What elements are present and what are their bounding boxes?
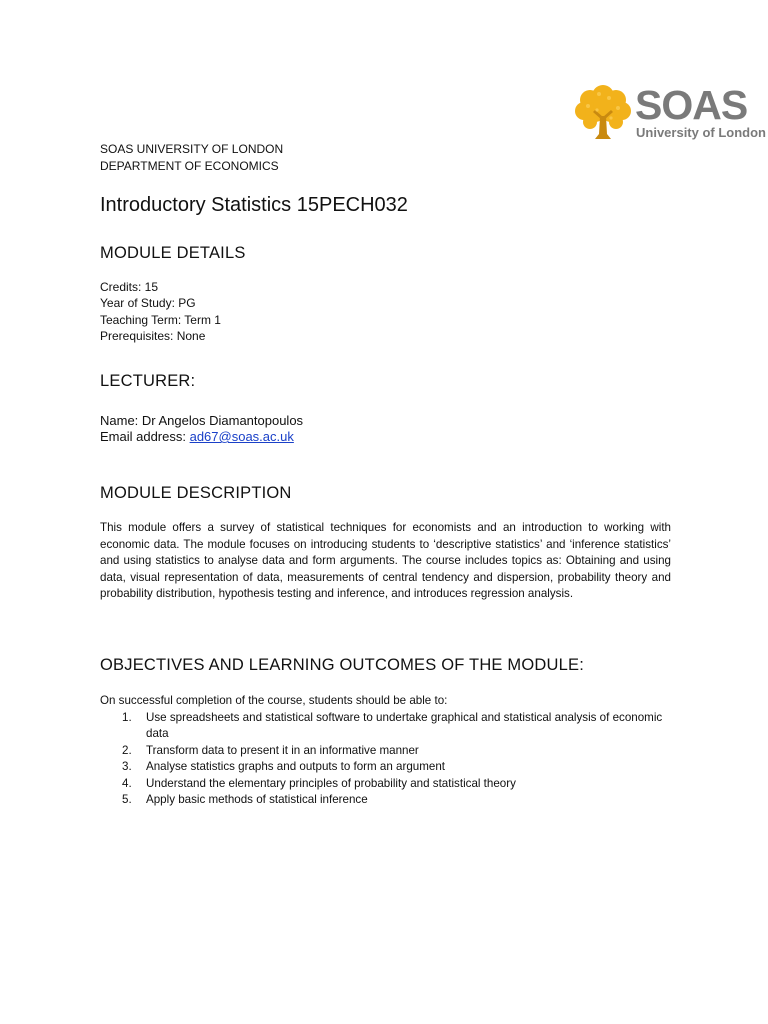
module-details-heading: MODULE DETAILS bbox=[100, 244, 246, 262]
list-item-number: 1. bbox=[122, 711, 132, 724]
university-name: SOAS UNIVERSITY OF LONDON bbox=[100, 142, 284, 156]
module-description-text: This module offers a survey of statistical techniques for economists and an introduction to working with economic data. The module focuses on introducing students to ‘descriptive statistics’ and ‘inference statistics’ and using statistics to analyse data and form arguments. The course includes topics as: Obtaining and using data, visual representation of data, measurements of central tendency and dispersion, probability theory and probability distribution, hypothesis testing and inference, and introduces regression analysis. bbox=[100, 521, 671, 601]
list-item-text: Use spreadsheets and statistical software to undertake graphical and statistical analysis of economic data bbox=[146, 711, 663, 741]
lecturer-heading: LECTURER: bbox=[100, 372, 196, 390]
objectives-heading: OBJECTIVES AND LEARNING OUTCOMES OF THE MODULE: bbox=[100, 656, 585, 674]
email-link[interactable]: ad67@soas.ac.uk bbox=[189, 429, 294, 444]
logo-subtitle: University of London bbox=[636, 125, 766, 140]
oak-tree-icon bbox=[573, 82, 633, 142]
department-name: DEPARTMENT OF ECONOMICS bbox=[100, 159, 279, 173]
list-item-number: 2. bbox=[122, 743, 132, 757]
credits-line: Credits: 15 bbox=[100, 280, 159, 294]
module-description-heading: MODULE DESCRIPTION bbox=[100, 484, 292, 502]
lecturer-email-line bbox=[100, 429, 294, 445]
year-of-study-line: Year of Study: PG bbox=[100, 296, 196, 310]
list-item-number: 4. bbox=[122, 776, 132, 790]
list-item-text: Apply basic methods of statistical inference bbox=[146, 793, 368, 807]
logo-wordmark: SOAS bbox=[635, 82, 748, 128]
soas-logo bbox=[573, 82, 766, 144]
teaching-term-line: Teaching Term: Term 1 bbox=[100, 313, 221, 327]
list-item bbox=[100, 776, 671, 792]
email-label: Email address: bbox=[100, 429, 190, 444]
lecturer-name: Name: Dr Angelos Diamantopoulos bbox=[100, 413, 304, 428]
list-item-number: 5. bbox=[122, 793, 132, 807]
list-item-text: Analyse statistics graphs and outputs to form an argument bbox=[146, 760, 446, 774]
list-item bbox=[100, 792, 671, 808]
prerequisites-line: Prerequisites: None bbox=[100, 329, 206, 343]
list-item-text: Understand the elementary principles of probability and statistical theory bbox=[146, 776, 516, 790]
list-item-number: 3. bbox=[122, 760, 132, 774]
list-item bbox=[100, 710, 671, 743]
list-item bbox=[100, 759, 671, 775]
objectives-intro: On successful completion of the course, students should be able to: bbox=[100, 694, 448, 707]
list-item bbox=[100, 743, 671, 759]
module-title: Introductory Statistics 15PECH032 bbox=[100, 194, 408, 216]
list-item-text: Transform data to present it in an informative manner bbox=[146, 743, 419, 757]
objectives-list bbox=[100, 710, 671, 808]
